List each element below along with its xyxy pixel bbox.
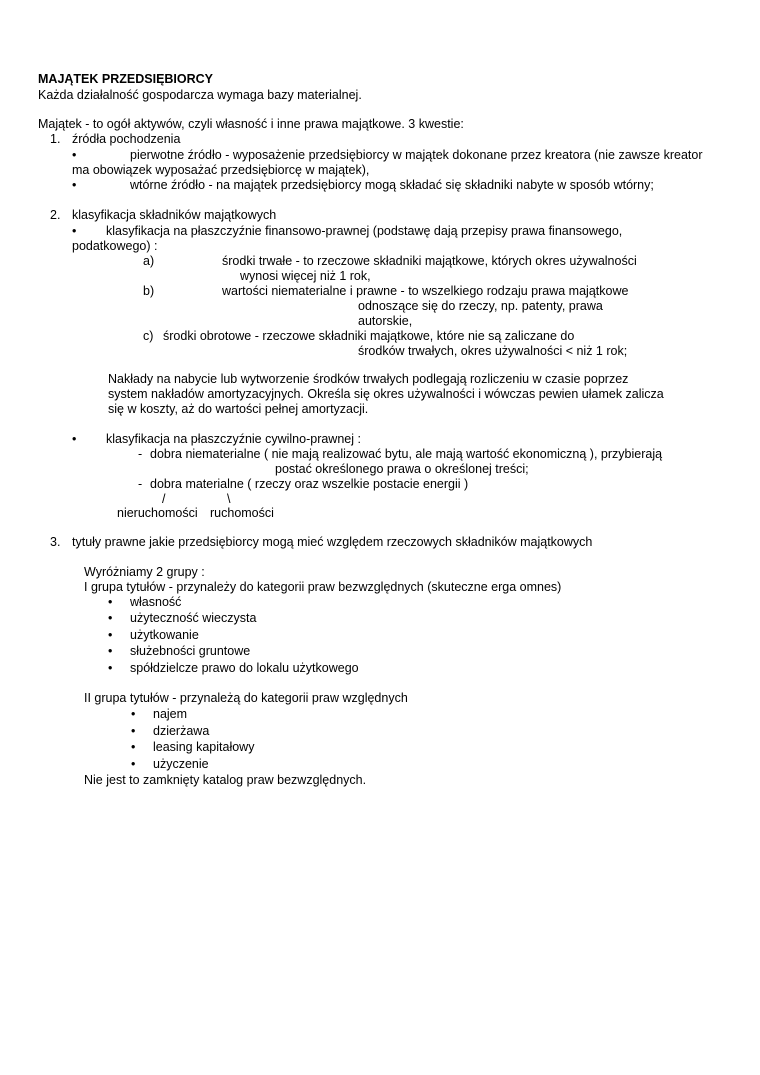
civil-item-1-line-2: postać określonego prawa o określonej treści; [275, 462, 529, 476]
amortization-note-line-2: system nakładów amortyzacyjnych. Określa się okres używalności i wówczas pewien ułamek zalicza [108, 387, 664, 401]
group-2-heading: II grupa tytułów - przynależą do kategorii praw względnych [84, 691, 408, 705]
bullet-icon: • [72, 148, 77, 162]
section-1-bullet-1-line-2: ma obowiązek wyposażać przedsiębiorcę w majątek), [72, 163, 370, 177]
section-3-number: 3. [50, 535, 61, 549]
item-b-line-3: autorskie, [358, 314, 413, 328]
group-1-item: użytkowanie [130, 628, 199, 642]
bullet-icon: • [131, 757, 136, 771]
amortization-note-line-1: Nakłady na nabycie lub wytworzenie środków trwałych podlegają rozliczeniu w czasie poprzez [108, 372, 629, 386]
section-2-number: 2. [50, 208, 61, 222]
group-2-item: dzierżawa [153, 724, 210, 738]
group-1-item: własność [130, 595, 182, 609]
bullet-icon: • [131, 724, 136, 738]
section-1-number: 1. [50, 132, 61, 146]
branch-left-marker: / [162, 492, 166, 506]
item-a-label: a) [143, 254, 155, 268]
bullet-icon: • [108, 628, 113, 642]
amortization-note-line-3: się w koszty, aż do wartości pełnej amortyzacji. [108, 402, 369, 416]
section-3-heading: tytuły prawne jakie przedsiębiorcy mogą mieć względem rzeczowych składników majątkowych [72, 535, 593, 549]
bullet-icon: • [131, 740, 136, 754]
subtype-immovable: nieruchomości [117, 506, 198, 520]
item-b-line-2: odnoszące się do rzeczy, np. patenty, prawa [358, 299, 603, 313]
groups-intro: Wyróżniamy 2 grupy : [84, 565, 205, 579]
section-1-bullet-2-line-1: wtórne źródło - na majątek przedsiębiorcy mogą składać się składniki nabyte w sposób wtórny; [130, 178, 654, 192]
financial-classification-line-2: podatkowego) : [72, 239, 158, 253]
bullet-icon: • [108, 661, 113, 675]
group-1-item: służebności gruntowe [130, 644, 251, 658]
bullet-icon: • [72, 432, 77, 446]
branch-right-marker: \ [227, 492, 231, 506]
subtype-movable: ruchomości [210, 506, 274, 520]
bullet-icon: • [108, 644, 113, 658]
bullet-icon: • [72, 178, 77, 192]
section-1-bullet-1-line-1: pierwotne źródło - wyposażenie przedsiębiorcy w majątek dokonane przez kreatora (nie zawsze kreator [130, 148, 703, 162]
item-c-line-2: środków trwałych, okres używalności < niż 1 rok; [358, 344, 628, 358]
document-title: MAJĄTEK PRZEDSIĘBIORCY [38, 72, 214, 86]
group-1-item: spółdzielcze prawo do lokalu użytkowego [130, 661, 359, 675]
group-1-item: użyteczność wieczysta [130, 611, 257, 625]
item-c-label: c) [143, 329, 154, 343]
item-c-line-1: środki obrotowe - rzeczowe składniki majątkowe, które nie są zaliczane do [163, 329, 575, 343]
dash-marker: - [138, 477, 143, 491]
group-2-item: leasing kapitałowy [153, 740, 255, 754]
bullet-icon: • [108, 595, 113, 609]
bullet-icon: • [108, 611, 113, 625]
group-1-heading: I grupa tytułów - przynależy do kategorii praw bezwzględnych (skuteczne erga omnes) [84, 580, 562, 594]
group-2-item: użyczenie [153, 757, 209, 771]
item-b-label: b) [143, 284, 155, 298]
bullet-icon: • [72, 224, 77, 238]
definition-text: Majątek - to ogół aktywów, czyli własność i inne prawa majątkowe. 3 kwestie: [38, 117, 464, 131]
item-b-line-1: wartości niematerialne i prawne - to wszelkiego rodzaju prawa majątkowe [222, 284, 629, 298]
intro-text: Każda działalność gospodarcza wymaga bazy materialnej. [38, 88, 362, 102]
civil-item-2-line-1: dobra materialne ( rzeczy oraz wszelkie postacie energii ) [150, 477, 469, 491]
bullet-icon: • [131, 707, 136, 721]
group-2-item: najem [153, 707, 188, 721]
item-a-line-2: wynosi więcej niż 1 rok, [240, 269, 371, 283]
financial-classification-line-1: klasyfikacja na płaszczyźnie finansowo-prawnej (podstawę dają przepisy prawa finansowego, [106, 224, 623, 238]
item-a-line-1: środki trwałe - to rzeczowe składniki majątkowe, których okres używalności [222, 254, 637, 268]
section-2-heading: klasyfikacja składników majątkowych [72, 208, 277, 222]
dash-marker: - [138, 447, 143, 461]
closing-note: Nie jest to zamknięty katalog praw bezwzględnych. [84, 773, 367, 787]
civil-item-1-line-1: dobra niematerialne ( nie mają realizować bytu, ale mają wartość ekonomiczną ), przybierają [150, 447, 663, 461]
civil-classification-heading: klasyfikacja na płaszczyźnie cywilno-prawnej : [106, 432, 361, 446]
section-1-heading: źródła pochodzenia [72, 132, 181, 146]
